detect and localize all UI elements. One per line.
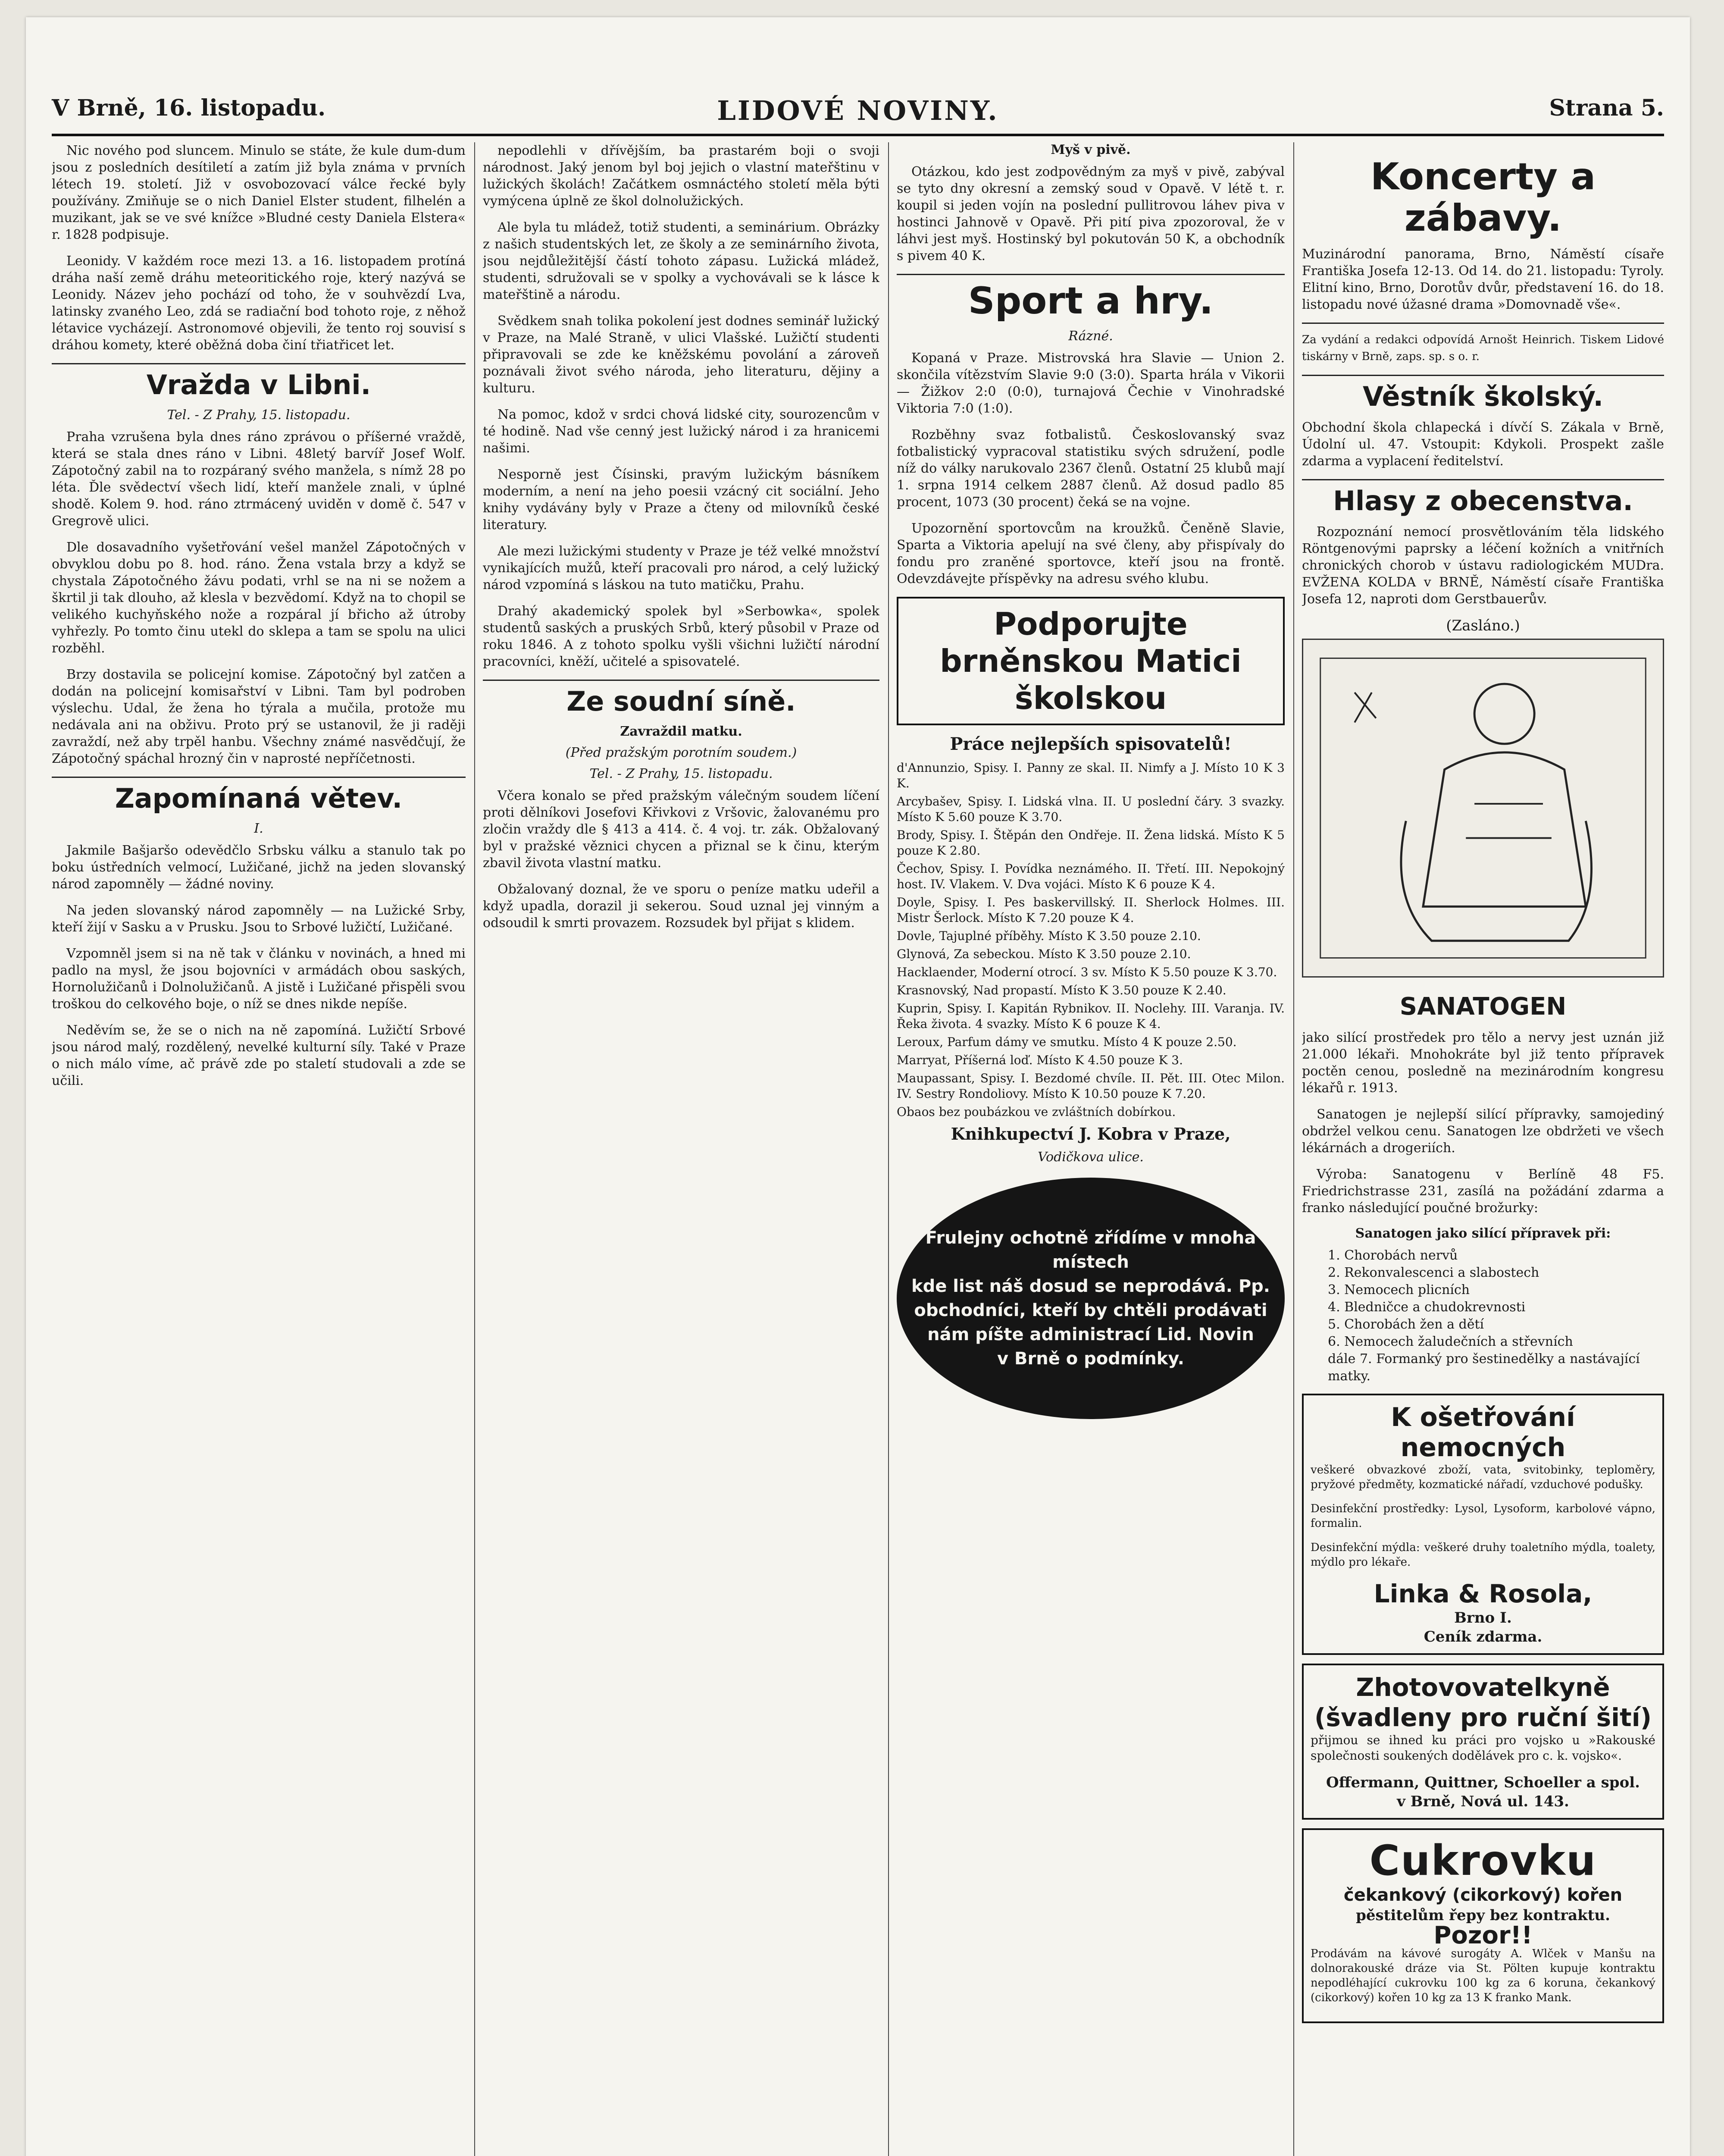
article-paragraph: Neděvím se, že se o nich na ně zapomíná. Lužičtí Srbové jsou národ malý, rozdělený, nevelké kulturní síly. Také v Praze o nich málo víme, ač právě zde po staletí studovali a zde se učili.	[52, 1023, 466, 1088]
article-paragraph: Včera konalo se před pražským válečným soudem líčení proti dělníkovi Josefovi Křivkovi z Vršovic, žalovanému pro zločin vraždy dle § 413 a 414. č. 4 voj. tr. zák. Obžalovaný byl v pražské věznici chycen a přiznal se k činu, kterým zbavil života vlastní matku.	[483, 788, 879, 871]
column-divider	[888, 142, 889, 2156]
article-paragraph: Otázkou, kdo jest zodpovědným za myš v pivě, zabýval se tyto dny okresní a zemský soud v Opavě. V létě t. r. koupil si jeden vojín na poslední pullitrovou láhev piva v hostinci Jahnově v Opavě. Při pití piva zpozoroval, že v láhvi jest myš. Hostinský byl pokutován 50 K, a obchodník s pivem 40 K.	[897, 164, 1285, 263]
editor-note: Za vydání a redakci odpovídá Arnošt Heinrich. Tiskem Lidové tiskárny v Brně, zaps. sp. s o. r.	[1302, 333, 1664, 363]
article-paragraph: Brzy dostavila se policejní komise. Zápotočný byl zatčen a dodán na policejní komisařství v Libni. Tam byl podroben výslechu. Udal, že žena ho týrala a mučila, protože mu nedávala ani na obživu. Proto prý se ustanovil, že ji raději zavraždí, než aby trpěl hanbu. Všechny známé nasvědčují, že Zápotočný spáchal hrozný čin v naprosté nepříčetnosti.	[52, 667, 466, 766]
book-offer: Marryat, Příšerná loď. Místo K 4.50 pouze K 3.	[897, 1053, 1183, 1067]
page-number: Strana 5.	[1549, 95, 1664, 121]
headline-court: Ze soudní síně.	[483, 680, 879, 717]
ad-line: v Brně o podmínky.	[997, 1349, 1184, 1369]
article-paragraph: Obžalovaný doznal, že ve sporu o peníze matku udeřil a když upadla, dorazil ji sekerou. Soud uznal jej vinným a odsoudil k smrti provazem. Rozsudek byl přijat s klidem.	[483, 882, 879, 931]
headline-school: Věstník školský.	[1302, 375, 1664, 412]
ad-line: kde list náš dosud se neprodává. Pp.	[911, 1276, 1270, 1296]
matice-ad-text: Podporujte brněnskou Matici školskou	[940, 606, 1242, 716]
article-paragraph: Na pomoc, kdož v srdci chová lidské city, sourozencům v té hodině. Nad vše cenný jest lužický národ i za hranicemi našimi.	[483, 407, 879, 456]
article-paragraph: Dle dosavadního vyšetřování vešel manžel Zápotočných v obvyklou dobu po 8. hod. ráno. Žena vstala brzy a když se chystala Zápotočného žávu podati, vrhl se na ni se nožem a škrtil ji tak dlouho, až klesla v bezvědomí. Když na to chopil se velikého kuchyňského nože a rozpáral jí břicho až útroby vyhřezly. Po tomto činu utekl do sklepa a tam se spolu na ulici rozběhl.	[52, 540, 466, 656]
woman-in-chair-illustration	[1303, 640, 1663, 976]
article-paragraph: Nesporně jest Čísinski, pravým lužickým básníkem moderním, a není na jeho poesii vzácný cit sociální. Jeho knihy vydávány byly v Praze a čteny od milovníků české literatury.	[483, 467, 879, 533]
column-divider	[474, 142, 475, 2156]
article-paragraph: Na jeden slovanský národ zapomněly — na Lužické Srby, kteří žijí v Sasku a v Prusku. Jsou to Srbové lužičtí, Lužičané.	[52, 903, 466, 935]
article-paragraph: Jakmile Bašjaršo odevědčlo Srbsku válku a stanulo tak po boku ústředních velmocí, Lužičané, jichž na jeden slovanský národ zapomněly — žádné noviny.	[52, 843, 466, 892]
ad-text: přijmou se ihned ku práci pro vojsko u »Rakouské společnosti soukených dodělávek pro c. k. vojsko«.	[1311, 1733, 1655, 1763]
ad-text: Desinfekční prostředky: Lysol, Lysoform, karbolové vápno, formalin.	[1311, 1502, 1655, 1530]
book-offer: Čechov, Spisy. I. Povídka neznámého. II. Třetí. III. Nepokojný host. IV. Vlakem. V. Dva vojáci. Místo K 6 pouze K 4.	[897, 862, 1285, 891]
book-offer: Krasnovský, Nad propastí. Místo K 3.50 pouze K 2.40.	[897, 983, 1227, 997]
linka-rosola-price: Ceník zdarma.	[1424, 1628, 1543, 1645]
book-offer: Brody, Spisy. I. Štěpán den Ondřeje. II. Žena lidská. Místo K 5 pouze K 2.80.	[897, 828, 1285, 858]
list-item: 6. Nemocech žaludečních a střevních	[1328, 1334, 1573, 1349]
masthead	[52, 82, 1664, 136]
article-paragraph: Rozpoznání nemocí prosvětlováním těla lidského Röntgenovými paprsky a léčení kožních a vnitřních chronických chorob v ústavu radiologickém MUDra. EVŽENA KOLDA v BRNĚ, Náměstí císaře Františka Josefa 12, naproti dom Gerstbauerův.	[1302, 524, 1664, 607]
matice-ad	[897, 597, 1285, 725]
bookshop-name: Knihkupectví J. Kobra v Praze,	[951, 1124, 1231, 1144]
dateline: Tel. - Z Prahy, 15. listopadu.	[167, 407, 350, 423]
subheadline: Rázné.	[1068, 329, 1113, 344]
book-offer: d'Annunzio, Spisy. I. Panny ze skal. II. Nimfy a J. Místo 10 K 3 K.	[897, 761, 1285, 790]
article-paragraph: nepodlehli v dřívějším, ba prastarém boji o svoji národnost. Jaký jenom byl boj jejich o vlastní mateřštinu v lužických školách! Začátkem osmnáctého století měla býti vymýcena úplně ze škol dolnolužických.	[483, 143, 879, 209]
book-offer: Obaos bez poubázkou ve zvláštních dobírkou.	[897, 1105, 1176, 1119]
article-paragraph: Muzinárodní panorama, Brno, Náměstí císaře Františka Josefa 12-13. Od 14. do 21. listopadu: Tyroly. Elitní kino, Brno, Dorotův dvůr, představení 16. do 18. listopadu nové úžasné drama »Domovnadě vše«.	[1302, 247, 1664, 312]
ad-line: nám píšte administrací Lid. Novin	[927, 1325, 1254, 1344]
article-paragraph: Výroba: Sanatogenu v Berlíně 48 F5. Friedrichstrasse 231, zasílá na požádání zdarma a franko následující poučné brožurky:	[1302, 1167, 1664, 1216]
ad-text: Prodávám na kávové surogáty A. Wlček v Manšu na dolnorakouské dráze via St. Pölten kupuje kontraktu nepodléhající cukrovku 100 kg za 6 koruna, čekankový (cikorkový) kořen 10 kg za 13 K franko Mank.	[1311, 1947, 1655, 2004]
article-paragraph: Obchodní škola chlapecká i dívčí S. Zákala v Brně, Údolní ul. 47. Vstoupit: Kdykoli. Prospekt zašle zdarma a vyplacení ředitelství.	[1302, 420, 1664, 469]
book-offer: Dovle, Tajuplné příběhy. Místo K 3.50 pouze 2.10.	[897, 929, 1201, 943]
column-2	[483, 142, 879, 2156]
chicory-ad	[1302, 1828, 1664, 2023]
column-4	[1302, 142, 1664, 2156]
chicory-title-2: čekankový (cikorkový) kořen	[1343, 1885, 1623, 1905]
article-paragraph: Kopaná v Praze. Mistrovská hra Slavie — Union 2. skončila vítězstvím Slavie 9:0 (3:0). Sparta hrála v Vikorii — Žižkov 2:0 (0:0), turnajová Čechie v Vinohradské Viktoria 7:0 (1:0).	[897, 351, 1285, 416]
headline-branch: Zapomínaná větev.	[52, 777, 466, 814]
book-offer: Leroux, Parfum dámy ve smutku. Místo 4 K pouze 2.50.	[897, 1035, 1237, 1049]
list-item: 1. Chorobách nervů	[1328, 1248, 1458, 1263]
subheadline: Zavraždil matku.	[620, 724, 742, 739]
column-1	[52, 142, 466, 2156]
seamstress-ad	[1302, 1664, 1664, 1820]
chicory-sub: pěstitelům řepy bez kontraktu.	[1356, 1907, 1610, 1924]
ad-line: obchodníci, kteří by chtěli prodávati	[914, 1300, 1267, 1320]
book-offer: Doyle, Spisy. I. Pes baskervillský. II. Sherlock Holmes. III. Mistr Šerlock. Místo K 7.20 pouze K 4.	[897, 895, 1285, 925]
seamstress-title: Zhotovovatelkyně (švadleny pro ruční šití)	[1314, 1673, 1652, 1732]
dateline: Tel. - Z Prahy, 15. listopadu.	[589, 766, 773, 781]
article-paragraph: Sanatogen je nejlepší silící přípravky, samojediný obdržel velkou cenu. Sanatogen lze obdržeti ve všech lékárnách a drogeriích.	[1302, 1107, 1664, 1156]
linka-rosola-ad	[1302, 1394, 1664, 1655]
headline-public: Hlasy z obecenstva.	[1302, 479, 1664, 517]
column-divider	[1293, 142, 1294, 2156]
book-offer: Kuprin, Spisy. I. Kapitán Rybnikov. II. Noclehy. III. Varanja. IV. Řeka života. 4 svazky. Místo K 6 pouze K 4.	[897, 1001, 1285, 1031]
article-paragraph: Rozběhny svaz fotbalistů. Českoslovanský svaz fotbalistický vypracoval statistiku svých sdružení, podle níž do války narukovalo 2367 členů. Ostatní 25 klubů mají 1. srpna 1914 celkem 2887 členů. Až dosud padlo 85 procent, 1073 (30 procent) čeká se na vojne.	[897, 427, 1285, 510]
list-item: 3. Nemocech plicních	[1328, 1282, 1470, 1297]
firm-address: v Brně, Nová ul. 143.	[1397, 1793, 1569, 1810]
chicory-attention: Pozor!!	[1433, 1921, 1533, 1949]
article-paragraph: Leonidy. V každém roce mezi 13. a 16. listopadem protíná dráha naší země dráhu meteoritického roje, který nazývá se Leonidy. Název jeho pochází od toho, že v souhvězdí Lva, latinsky zvaného Leo, zdá se radiační bod tohoto roje, z něhož létavice vycházejí. Astronomové objevili, že tento roj souvisí s dráhou komety, které oběžná doba činí třiatřicet let.	[52, 254, 466, 353]
book-offer: Maupassant, Spisy. I. Bezdomé chvíle. II. Pět. III. Otec Milon. IV. Sestry Rondoliovy. Místo K 10.50 pouze K 7.20.	[897, 1071, 1285, 1101]
firm-name: Offermann, Quittner, Schoeller a spol.	[1326, 1774, 1640, 1791]
divider	[1302, 323, 1664, 324]
newspaper-title: LIDOVÉ NOVINY.	[717, 95, 999, 126]
bookshop-address: Vodičkova ulice.	[1038, 1150, 1144, 1165]
sanatogen-list	[1302, 1247, 1664, 1385]
article-paragraph: Nic nového pod sluncem. Minulo se státe, že kule dum-dum jsou z posledních desítiletí a zatím již byla známa v prvních létech 19. století. Již v osvobozovací válce řecké byly používány. Zmiňuje se o nich Daniel Elster student, filhelén a muzikant, jak se ve své knížce »Bludné cesty Daniela Elstera« r. 1828 podpisuje.	[52, 143, 466, 242]
ad-text: veškeré obvazkové zboží, vata, svitobinky, teploměry, pryžové předměty, kozmatické nářadí, vzduchové podušky.	[1311, 1463, 1655, 1491]
article-paragraph: Ale byla tu mládež, totiž studenti, a seminárium. Obrázky z našich studentských let, ze školy a ze seminárního života, jsou nejdůležitější částí tohoto zápasu. Lužická mládež, studenti, sdružovali se v spolky a vychovávali se k lásce k mateřštině a národu.	[483, 220, 879, 302]
headline-murder: Vražda v Libni.	[52, 363, 466, 401]
article-paragraph: Ale mezi lužickými studenty v Praze je též velké množství vynikajících mužů, kteří pracovali pro národ, a celý lužický národ vzpomíná s láskou na tuto matičku, Prahu.	[483, 544, 879, 592]
chicory-title: Cukrovku	[1369, 1836, 1597, 1885]
article-paragraph: Vzpomněl jsem si na ně tak v článku v novinách, a hned mi padlo na mysl, že jsou bojovníci v armádách obou saských, Hornolužičanů i Dolnolužičanů. A jistě i Lužičané přispěli svou troškou do celkového boje, o níž se dnes nikde nepíše.	[52, 946, 466, 1012]
issue-date: V Brně, 16. listopadu.	[52, 95, 326, 121]
article-paragraph: Drahý akademický spolek byl »Serbowka«, spolek studentů saských a pruských Srbů, který působil v Praze od roku 1846. A z tohoto spolku vyšli všichni lužičtí národní pracovníci, kněží, učitelé a spisovatelé.	[483, 604, 879, 669]
subheadline-note: (Před pražským porotním soudem.)	[565, 745, 797, 760]
article-paragraph: jako silící prostředek pro tělo a nervy jest uznán již 21.000 lékaři. Mnohokráte byl již tento přípravek poctěn cenou, posledně na mezinárodním kongresu lékařů r. 1913.	[1302, 1030, 1664, 1096]
zaslano-label: (Zasláno.)	[1446, 617, 1520, 634]
linka-rosola-name: Linka & Rosola,	[1374, 1579, 1593, 1608]
list-item: 4. Bledničce a chudokrevnosti	[1328, 1300, 1526, 1315]
book-offer: Hacklaender, Moderní otrocí. 3 sv. Místo K 5.50 pouze K 3.70.	[897, 965, 1277, 979]
books-list	[897, 760, 1285, 1120]
sanatogen-list-title: Sanatogen jako silící přípravek při:	[1355, 1226, 1611, 1241]
article-paragraph: Svědkem snah tolika pokolení jest dodnes seminář lužický v Praze, na Malé Straně, v ulici Vlašské. Lužičtí studenti připravovali se zde ke kněžskému povolání a zároveň poznávali život svého národa, jeho literaturu, dějiny a kulturu.	[483, 313, 879, 396]
newspaper-page	[26, 17, 1690, 2156]
sick-care-title: K ošetřování nemocných	[1391, 1402, 1575, 1463]
headline-concerts: Koncerty a zábavy.	[1370, 155, 1596, 240]
sanatogen-illustration	[1302, 639, 1664, 978]
section-number: I.	[254, 821, 263, 836]
book-offer: Glynová, Za sebeckou. Místo K 3.50 pouze 2.10.	[897, 947, 1191, 961]
article-paragraph: Upozornění sportovcům na kroužků. Čeněně Slavie, Sparta a Viktoria apelují na své členy, aby přispívaly do fondu pro zraněné sportovce, kteří jsou na frontě. Odevzdávejte příspěvky na adresu svého klubu.	[897, 521, 1285, 586]
headline-mouse: Myš v pivě.	[1051, 142, 1131, 157]
list-item: 2. Rekonvalescenci a slabostech	[1328, 1265, 1539, 1280]
ad-line: Frulejny ochotně zřídíme v mnoha místech	[925, 1228, 1256, 1272]
ad-text: Desinfekční mýdla: veškeré druhy toaletního mýdla, toalety, mýdlo pro lékaře.	[1311, 1541, 1655, 1569]
linka-rosola-city: Brno I.	[1454, 1609, 1512, 1626]
column-3	[897, 142, 1285, 2156]
article-paragraph: Praha vzrušena byla dnes ráno zprávou o příšerné vraždě, která se stala dnes ráno v Libni. 48letý barvíř Josef Wolf. Zápotočný zabil na to rozpáraný svého manžela, s nímž 28 po léta. Ďle svědectví všech lidí, kteří manžele znali, v úplné shodě. Kolem 9. hod. ráno ztrmácený uviděn v domě č. 547 v Gregrově ulici.	[52, 429, 466, 529]
list-item: dále 7. Formanký pro šestinedělky a nastávající matky.	[1328, 1351, 1640, 1384]
book-offer: Arcybašev, Spisy. I. Lidská vlna. II. U poslední čáry. 3 svazky. Místo K 5.60 pouze K 3.70.	[897, 794, 1285, 824]
seller-recruitment-ad	[897, 1178, 1285, 1419]
headline-sport: Sport a hry.	[897, 274, 1285, 322]
sanatogen-title: SANATOGEN	[1399, 993, 1567, 1021]
list-item: 5. Chorobách žen a dětí	[1328, 1317, 1484, 1332]
books-ad-title: Práce nejlepších spisovatelů!	[950, 734, 1232, 754]
